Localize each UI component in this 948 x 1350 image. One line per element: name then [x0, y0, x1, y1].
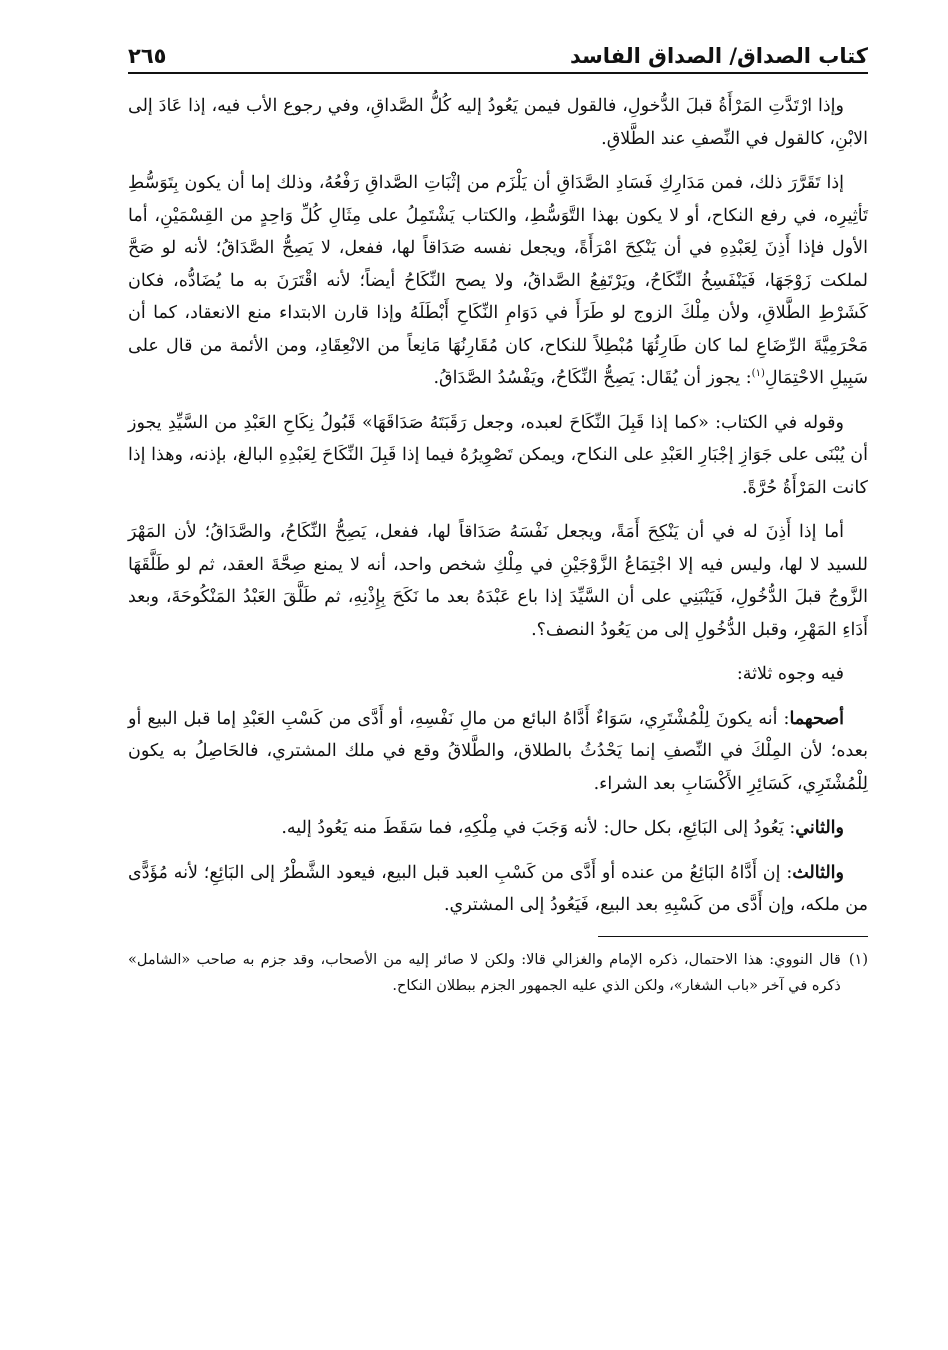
paragraph-text: وقوله في الكتاب: «كما إذا قَبِلَ النِّكَاحَ لعبده، وجعل رَقَبَتَهُ صَدَاقَهَا» قَبُولُ نِكَاحِ العَبْدِ من السَّيِّدِ يجوز أن يُبْنَى على جَوَازِ إجْبَارِ العَبْدِ على النكاح، ويمكن تَصْوِيرُهُ فيما إذا قَبِلَ النِّكَاحَ لِعَبْدِهِ البالغ، بإذنه، وهذا إذا كانت المَرْأَةُ حُرَّةً.	[128, 412, 868, 498]
footnote-number: (١)	[848, 951, 868, 968]
paragraph-text: فيه وجوه ثلاثة:	[736, 664, 844, 684]
footnote	[128, 947, 868, 999]
running-title: كتاب الصداق/ الصداق الفاسد	[570, 44, 868, 68]
paragraph-text: إذا تَقَرَّرَ ذلك، فمن مَدَارِكِ فَسَادِ الصَّدَاقِ أن يَلْزَم من إثْبَاتِ الصَّداقِ رَفْعُهُ، وذلك إما أن يكون بِتَوَسُّطِ تَأثِيرِه، في رفع النكاح، أو لا يكون بهذا التَّوَسُّطِ، والكتاب يَشْتَمِلُ على مِثَالِ كُلِّ وَاحِدٍ من القِسْمَيْنِ، أما الأول فإذا أَذِنَ لِعَبْدِهِ في أن يَنْكِحَ امْرَأَةً، ويجعل نفسه صَدَاقاً لها، ففعل، لا يَصِحُّ الصَّدَاقُ؛ لأنه لو صَحَّ لملكت زَوْجَهَا، فَيَنْفَسِخُ النِّكَاحُ، ويَرْتَفِعُ الصَّداقُ، ولا يصح النِّكَاحُ أيضاً؛ لأنه اقْتَرَنَ به ما يُضَادُّه، فكان كَشَرْطِ الطَّلاقِ، ولأن مِلْكَ الزوج لو طَرَأَ في دَوَامِ النِّكَاحِ أَبْطَلَهُ وإذا قارن الابتداء منع الانعقاد، كما أن مَحْرَمِيَّةَ الرِّضَاعِ لما كان طَارِئُهَا مُبْطِلاً للنكاح، كان مُقَارِنُهَا مَانِعاً من الانْعِقَادِ، ومن الأئمة من قال على سَبِيلِ الاحْتِمَالِ	[128, 173, 868, 388]
paragraph	[128, 703, 868, 801]
paragraph-text: وإذا ارْتَدَّتِ المَرْأَةُ قبلَ الدُّخولِ، فالقول فيمن يَعُودُ إليه كُلُّ الصَّداقِ، وفي رجوع الأب فيه، إذا عَادَ إلى الابْنِ، كالقول في النِّصفِ عند الطَّلاقِ.	[128, 96, 868, 149]
paragraph-lead: أصحهما	[789, 708, 844, 729]
paragraph	[128, 167, 868, 395]
paragraph	[128, 857, 868, 922]
page-number: ٢٦٥	[128, 44, 167, 68]
paragraph-text: : إن أَدَّاهُ البَائِعُ من عنده أو أَدَّى من كَسْبِ العبد قبل البيع، فيعود الشَّطْرُ إلى البَائِعِ؛ لأنه مُؤَدًّى من ملكه، وإن أَدَّى من كَسْبِهِ بعد البيع، فَيَعُودُ إلى المشتري.	[128, 862, 868, 915]
paragraph-text: أما إذا أَذِنَ له في أن يَنْكِحَ أَمَةً، ويجعل نَفْسَهُ صَدَاقاً لها، ففعل، يَصِحُّ النِّكَاحُ، والصَّدَاقُ؛ لأن المَهْرَ للسيد لا لها، وليس فيه إلا اجْتِمَاعُ الزَّوْجَيْنِ في مِلْكِ شخص واحد، أنه لا يمنع صِحَّةَ العقد، ثم لو طَلَّقَهَا الزَّوجُ قبلَ الدُّخُولِ، فَيَنْبَنِي على أن السَّيِّدَ إذا باع عَبْدَهُ بعد ما نَكَحَ بِإِذْنِهِ، ثم طَلَّقَ العَبْدُ المَنْكُوحَةَ، وبعد أَدَاءِ المَهْرِ، وقبل الدُّخُولِ إلى من يَعُودُ النصف؟.	[128, 522, 868, 640]
paragraph	[128, 90, 868, 155]
footnote-separator	[598, 936, 868, 937]
paragraph	[128, 516, 868, 646]
paragraph	[128, 407, 868, 505]
footnote-text: قال النووي: هذا الاحتمال، ذكره الإمام والغزالي قالا: ولكن لا صائر إليه من الأصحاب، وقد جزم به صاحب «الشامل» ذكره في آخر «باب الشغار»، ولكن الذي عليه الجمهور الجزم ببطلان النكاح.	[128, 951, 841, 994]
paragraph-text: : أنه يكونَ لِلْمُشْتَرِي، سَوَاءٌ أَدَّاهُ البائع من مالِ نَفْسِهِ، أو أَدَّى من كَسْبِ العَبْدِ إما قبل البيع أو بعده؛ لأن المِلْكَ في النِّصفِ إنما يَحْدُثُ بالطلاق، والطَّلاقُ وقع في ملك المشتري، فالحَاصِلُ به يكون لِلْمُشْتَرِي، كَسَائِرِ الأَكْسَابِ بعد الشراء.	[128, 708, 868, 794]
book-page	[128, 28, 868, 999]
paragraph-text: : يجوز أن يُقَال: يَصِحُّ النِّكَاحُ، ويَفْسُدُ الصَّدَاقُ.	[433, 368, 752, 388]
footnote-marker: (١)	[751, 368, 765, 380]
page-body	[128, 90, 868, 922]
paragraph	[128, 812, 868, 845]
paragraph-lead: والثالث	[792, 862, 844, 883]
page-header	[128, 28, 868, 74]
paragraph	[128, 658, 868, 691]
paragraph-lead: والثاني	[795, 818, 844, 838]
paragraph-text: : يَعُودُ إلى البَائِعِ، بكل حال: لأنه وَجَبَ في مِلْكِهِ، فما سَقَطَ منه يَعُودُ إليه.	[281, 818, 796, 838]
